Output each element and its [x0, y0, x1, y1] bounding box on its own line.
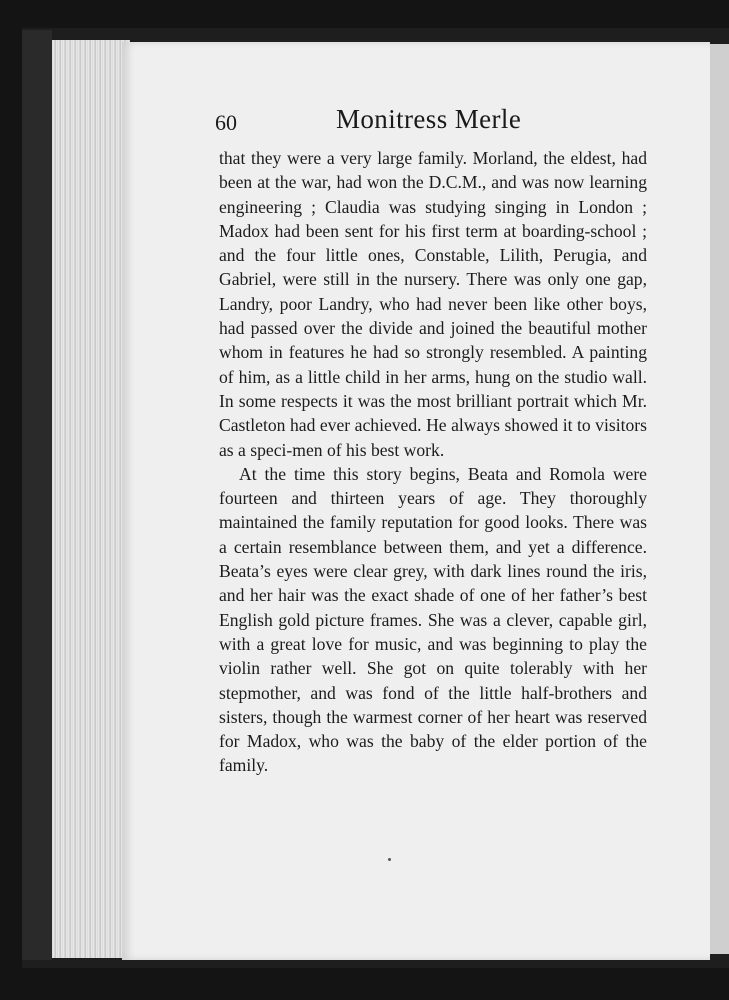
body-text: [219, 146, 647, 778]
paragraph-1: that they were a very large family. Morland, the eldest, had been at the war, had won the D.C.M., and was now learning engineering ; Claudia was studying singing in London ; Madox had been sent for his first term at boarding-school ; and the four little ones, Constable, Lilith, Perugia, and Gabriel, were still in the nursery. There was only one gap, Landry, poor Landry, who had never been like other boys, had passed over the divide and joined the beautiful mother whom in features he had so strongly resembled. A painting of him, as a little child in her arms, hung on the studio wall. In some respects it was the most brilliant portrait which Mr. Castleton had ever achieved. He always showed it to visitors as a speci-men of his best work.: [219, 148, 647, 460]
page-header: [215, 104, 647, 140]
book-cover-edge: [22, 30, 52, 960]
running-title: Monitress Merle: [336, 104, 522, 134]
page-number: 60: [215, 110, 237, 135]
paper-speck: [388, 858, 391, 861]
facing-page-edge: [710, 44, 729, 954]
page-edges: [52, 40, 130, 958]
paragraph-2: At the time this story begins, Beata and Romola were fourteen and thirteen years of age. They thoroughly maintained the family reputation for good looks. There was a certain resemblance between them, and yet a difference. Beata’s eyes were clear grey, with dark lines round the iris, and her hair was the exact shade of one of her father’s best English gold picture frames. She was a clever, capable girl, with a great love for music, and was beginning to play the violin rather well. She got on quite tolerably with her stepmother, and was fond of the little half-brothers and sisters, though the warmest corner of her heart was reserved for Madox, who was the baby of the elder portion of the family.: [219, 463, 647, 776]
